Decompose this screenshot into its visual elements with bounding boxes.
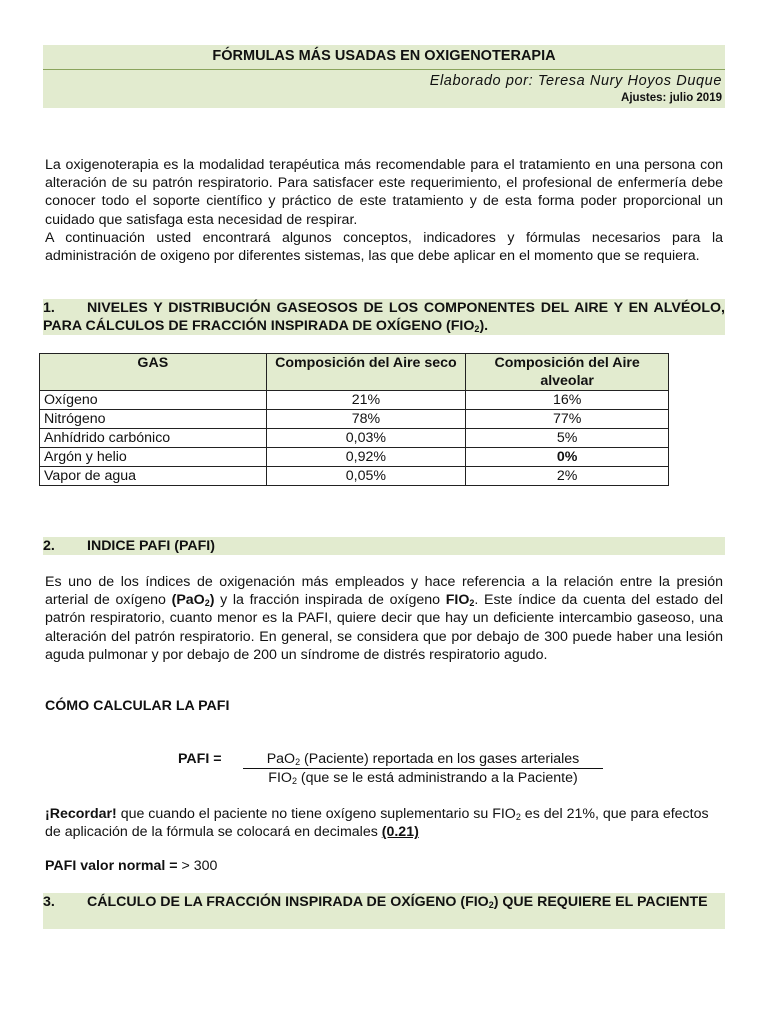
section-1-number: 1. (43, 300, 55, 316)
dry-air-value: 21% (266, 391, 466, 410)
pafi-normal-value (45, 857, 723, 875)
section-3-number: 3. (43, 894, 55, 910)
alveolar-value: 77% (466, 410, 669, 429)
section-1-heading (43, 299, 725, 335)
section-2-title: INDICE PAFI (PAFI) (87, 538, 215, 554)
remember-subscript: 2 (515, 812, 521, 822)
normal-value-label: PAFI valor normal = (45, 858, 178, 874)
pafi-formula (178, 750, 618, 790)
pafi-text-b: y la fracción inspirada de oxígeno (214, 592, 446, 609)
section-3-title: CÁLCULO DE LA FRACCIÓN INSPIRADA DE OXÍGENO (FIO (87, 894, 489, 910)
normal-value: > 300 (177, 858, 218, 874)
section-1-title-end: ). (479, 318, 489, 334)
gas-name: Anhídrido carbónico (40, 429, 267, 448)
formula-label: PAFI = (178, 751, 222, 767)
pao2-end: ) (209, 592, 215, 609)
section-2-number: 2. (43, 538, 55, 554)
remember-note (45, 805, 723, 841)
fio2-text: FIO (445, 592, 470, 609)
remember-label: ¡Recordar! (45, 806, 117, 822)
table-row (40, 410, 669, 429)
author-line: Elaborado por: Teresa Nury Hoyos Duque (429, 73, 722, 89)
table-row (40, 467, 669, 486)
denominator-subscript: 2 (291, 776, 297, 786)
intro-paragraph-1: La oxigenoterapia es la modalidad terapéutica más recomendable para el tratamiento en una persona con alteración de su patrón respiratorio. Para satisfacer este requerimiento, el profesional de enfermería debe conocer todo el soporte científico y práctico de este tratamiento y de esta forma poder proporcional un cuidado que satisfaga esta necesidad de respirar. (45, 157, 723, 228)
gas-name: Vapor de agua (40, 467, 267, 486)
formula-denominator (243, 769, 603, 787)
dry-air-value: 0,05% (266, 467, 466, 486)
adjustments-date: Ajustes: julio 2019 (621, 92, 722, 104)
column-header-alveolar-air: Composición del Aire alveolar (466, 354, 669, 391)
document-header (43, 45, 725, 108)
remember-value: (0.21) (381, 824, 419, 841)
section-1-title: NIVELES Y DISTRIBUCIÓN GASEOSOS DE LOS COMPONENTES DEL AIRE Y EN ALVÉOLO, PARA CÁLCULOS DE FRACCIÓN INSPIRADA DE OXÍGENO (FIO (43, 300, 725, 334)
formula-numerator (243, 750, 603, 769)
table-row (40, 391, 669, 410)
gas-name: Argón y helio (40, 448, 267, 467)
numerator-subscript: 2 (295, 757, 301, 767)
dry-air-value: 0,03% (266, 429, 466, 448)
pafi-text-a: Es uno de los índices de oxigenación más empleados y hace referencia a la relación entre la presión arterial de oxígeno (45, 574, 723, 609)
intro-paragraph-2: A continuación usted encontrará algunos conceptos, indicadores y fórmulas necesarios para la administración de oxigeno por diferentes sistemas, las que debe aplicar en el momento que se requiera. (45, 230, 723, 265)
alveolar-value: 5% (466, 429, 669, 448)
pao2-text: (PaO (171, 592, 205, 609)
alveolar-value: 0% (466, 448, 669, 467)
denominator-text-a: FIO (268, 770, 292, 786)
table-row (40, 429, 669, 448)
column-header-gas: GAS (40, 354, 267, 391)
section-3-title-end: ) QUE REQUIERE EL PACIENTE (493, 894, 708, 910)
pao2-subscript: 2 (204, 598, 210, 609)
document-title: FÓRMULAS MÁS USADAS EN OXIGENOTERAPIA (43, 45, 725, 70)
alveolar-value: 2% (466, 467, 669, 486)
dry-air-value: 0,92% (266, 448, 466, 467)
numerator-text-b: (Paciente) reportada en los gases arteriales (300, 751, 580, 767)
dry-air-value: 78% (266, 410, 466, 429)
remember-text-a: que cuando el paciente no tiene oxígeno suplementario su FIO (116, 806, 516, 822)
section-3-title-subscript: 2 (488, 900, 494, 910)
gas-name: Oxígeno (40, 391, 267, 410)
gas-name: Nitrógeno (40, 410, 267, 429)
how-to-calculate-heading: CÓMO CALCULAR LA PAFI (45, 698, 230, 714)
pafi-text-c: . Este índice da cuenta del estado del patrón respiratorio, cuanto menor es la PAFI, quiere decir que hay un deficiente intercambio gaseoso, una alteración del patrón respiratorio. En general, se considera que por debajo de 300 puede haber una lesión aguda pulmonar y por debajo de 200 un síndrome de distrés respiratorio agudo. (45, 592, 723, 663)
section-3-heading (43, 893, 725, 929)
fio2-subscript: 2 (469, 598, 475, 609)
section-2-heading (43, 537, 725, 555)
denominator-text-b: (que se le está administrando a la Paciente) (296, 770, 578, 786)
alveolar-value: 16% (466, 391, 669, 410)
table-row (40, 448, 669, 467)
column-header-dry-air: Composición del Aire seco (266, 354, 466, 391)
section-1-title-subscript: 2 (474, 324, 480, 334)
remember-text-b: es del 21%, que para efectos de aplicación de la fórmula se colocará en decimales (45, 806, 709, 841)
pao2-term (172, 592, 215, 608)
table-header-row (40, 354, 669, 391)
gas-composition-table (39, 353, 669, 486)
numerator-text-a: PaO (266, 751, 296, 767)
fio2-term (446, 592, 475, 608)
pafi-description (45, 573, 723, 664)
